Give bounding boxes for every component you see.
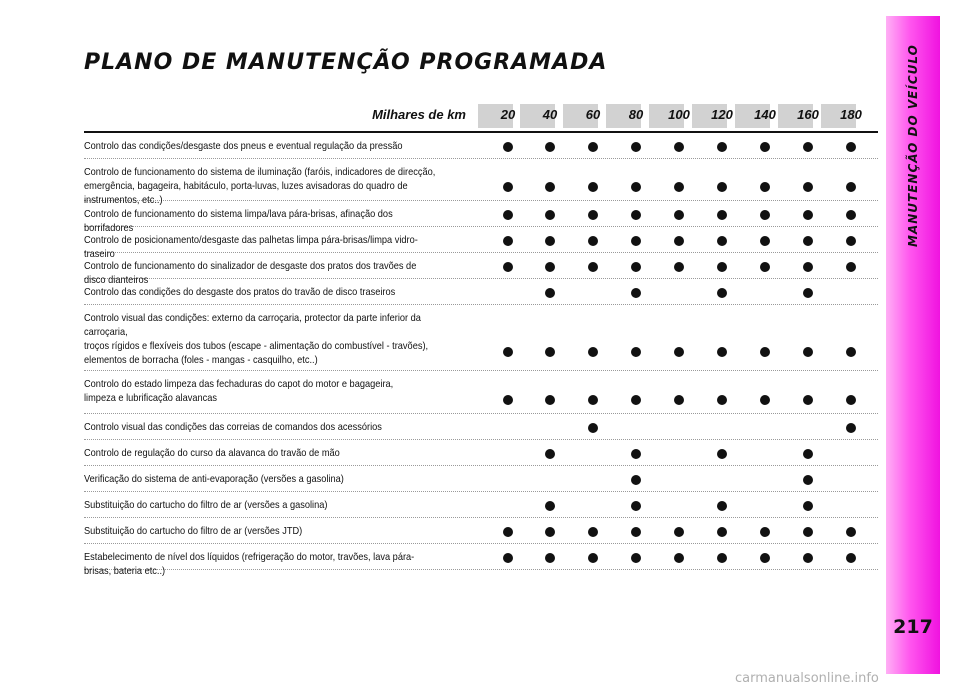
service-mark [588,262,598,272]
row-description: Substituição do cartucho do filtro de ar (versões a gasolina) [84,499,328,511]
service-mark [631,501,641,511]
service-mark [803,236,813,246]
service-mark [803,449,813,459]
service-mark [588,553,598,563]
table-row [84,440,878,466]
service-mark [631,527,641,537]
row-description: Controlo de funcionamento do sistema limpa/lava pára-brisas, afinação dos borrifadores [84,208,393,234]
page-title: PLANO DE MANUTENÇÃO PROGRAMADA [84,50,608,75]
service-mark [503,210,513,220]
service-mark [717,347,727,357]
service-mark [717,182,727,192]
service-mark [717,236,727,246]
service-mark [588,423,598,433]
page-number: 217 [893,616,933,638]
service-mark [631,449,641,459]
service-mark [803,501,813,511]
row-description: Substituição do cartucho do filtro de ar (versões JTD) [84,525,303,537]
row-description: Estabelecimento de nível dos líquidos (refrigeração do motor, travões, lava pára-brisas, bateria etc..) [84,551,415,577]
service-mark [717,288,727,298]
table-row [84,305,878,371]
service-mark [760,236,770,246]
service-mark [846,210,856,220]
service-mark [803,395,813,405]
service-mark [503,236,513,246]
service-mark [846,236,856,246]
service-mark [674,142,684,152]
service-mark [588,142,598,152]
service-mark [717,449,727,459]
row-description: Verificação do sistema de anti-evaporação (versões a gasolina) [84,473,344,485]
service-mark [846,182,856,192]
service-mark [588,347,598,357]
table-body [84,133,878,577]
maintenance-table [84,104,878,577]
service-mark [803,182,813,192]
service-mark [717,210,727,220]
service-mark [545,527,555,537]
service-mark [803,527,813,537]
service-mark [717,142,727,152]
service-mark [717,262,727,272]
column-header-km: 160 [797,107,819,122]
service-mark [545,501,555,511]
column-header-km: 40 [542,107,558,122]
chapter-title: MANUTENÇÃO DO VEÍCULO [906,44,920,248]
service-mark [631,553,641,563]
service-mark [631,142,641,152]
table-row [84,227,878,260]
table-row [84,279,878,305]
service-mark [803,210,813,220]
table-row [84,201,878,234]
service-mark [803,475,813,485]
row-description: Controlo de funcionamento do sinalizador de desgaste dos pratos dos travões de disco dianteiros [84,260,417,286]
service-mark [760,527,770,537]
table-row [84,544,878,577]
service-mark [503,182,513,192]
service-mark [846,395,856,405]
service-mark [846,553,856,563]
service-mark [588,236,598,246]
service-mark [674,182,684,192]
service-mark [545,236,555,246]
service-mark [631,210,641,220]
service-mark [760,553,770,563]
service-mark [760,182,770,192]
service-mark [717,553,727,563]
service-mark [846,423,856,433]
row-description: Controlo das condições/desgaste dos pneus e eventual regulação da pressão [84,140,403,152]
service-mark [631,475,641,485]
service-mark [760,210,770,220]
service-mark [674,210,684,220]
table-row [84,133,878,159]
service-mark [503,262,513,272]
table-row [84,414,878,440]
service-mark [760,142,770,152]
service-mark [631,182,641,192]
table-row [84,159,878,206]
service-mark [503,347,513,357]
service-mark [545,142,555,152]
service-mark [760,262,770,272]
service-mark [545,288,555,298]
service-mark [545,395,555,405]
service-mark [803,347,813,357]
service-mark [631,395,641,405]
watermark: carmanualsonline.info [735,671,879,686]
table-row [84,466,878,492]
row-description: Controlo do estado limpeza das fechaduras do capot do motor e bagageira, limpeza e lubrificação alavancas [84,378,394,404]
service-mark [545,210,555,220]
service-mark [760,395,770,405]
service-mark [846,262,856,272]
table-header [84,104,878,128]
service-mark [760,347,770,357]
service-mark [503,527,513,537]
column-header-km: 140 [754,107,776,122]
service-mark [674,527,684,537]
service-mark [588,395,598,405]
service-mark [674,262,684,272]
service-mark [503,395,513,405]
table-row [84,492,878,518]
column-header-km: 120 [711,107,733,122]
service-mark [545,182,555,192]
service-mark [631,236,641,246]
service-mark [631,347,641,357]
service-mark [717,527,727,537]
service-mark [803,262,813,272]
service-mark [588,182,598,192]
service-mark [545,347,555,357]
row-description: Controlo de regulação do curso da alavanca do travão de mão [84,447,340,459]
column-header-km: 100 [668,107,690,122]
row-description: Controlo de funcionamento do sistema de iluminação (faróis, indicadores de direcção, emergência, bagageira, habitáculo, porta-luvas, luzes avisadoras do quadro de instrumentos, etc..) [84,166,436,206]
row-description: Controlo visual das condições das correias de comandos dos acessórios [84,421,382,433]
service-mark [545,553,555,563]
service-mark [545,262,555,272]
row-description: Controlo das condições do desgaste dos pratos do travão de disco traseiros [84,286,396,298]
service-mark [717,501,727,511]
column-header-km: 20 [500,107,516,122]
table-row [84,371,878,414]
service-mark [674,347,684,357]
service-mark [674,395,684,405]
header-label: Milhares de km [372,107,466,122]
chapter-sidebar [886,16,940,674]
table-row [84,253,878,286]
row-description: Controlo de posicionamento/desgaste das palhetas limpa pára-brisas/limpa vidro-traseiro [84,234,418,260]
service-mark [631,262,641,272]
service-mark [631,288,641,298]
table-row [84,518,878,544]
service-mark [588,527,598,537]
service-mark [803,288,813,298]
service-mark [674,236,684,246]
service-mark [846,527,856,537]
service-mark [846,347,856,357]
service-mark [503,553,513,563]
column-header-km: 60 [585,107,601,122]
service-mark [846,142,856,152]
service-mark [545,449,555,459]
service-mark [803,142,813,152]
service-mark [674,553,684,563]
service-mark [588,210,598,220]
row-description: Controlo visual das condições: externo da carroçaria, protector da parte inferior da carroçaria, troços rígidos e flexíveis dos tubos (escape - alimentação do combustível - travões), elementos de borracha (foles - mangas - casquilho, etc..) [84,312,429,366]
service-mark [717,395,727,405]
column-header-km: 180 [840,107,862,122]
column-header-km: 80 [628,107,644,122]
service-mark [803,553,813,563]
service-mark [503,142,513,152]
